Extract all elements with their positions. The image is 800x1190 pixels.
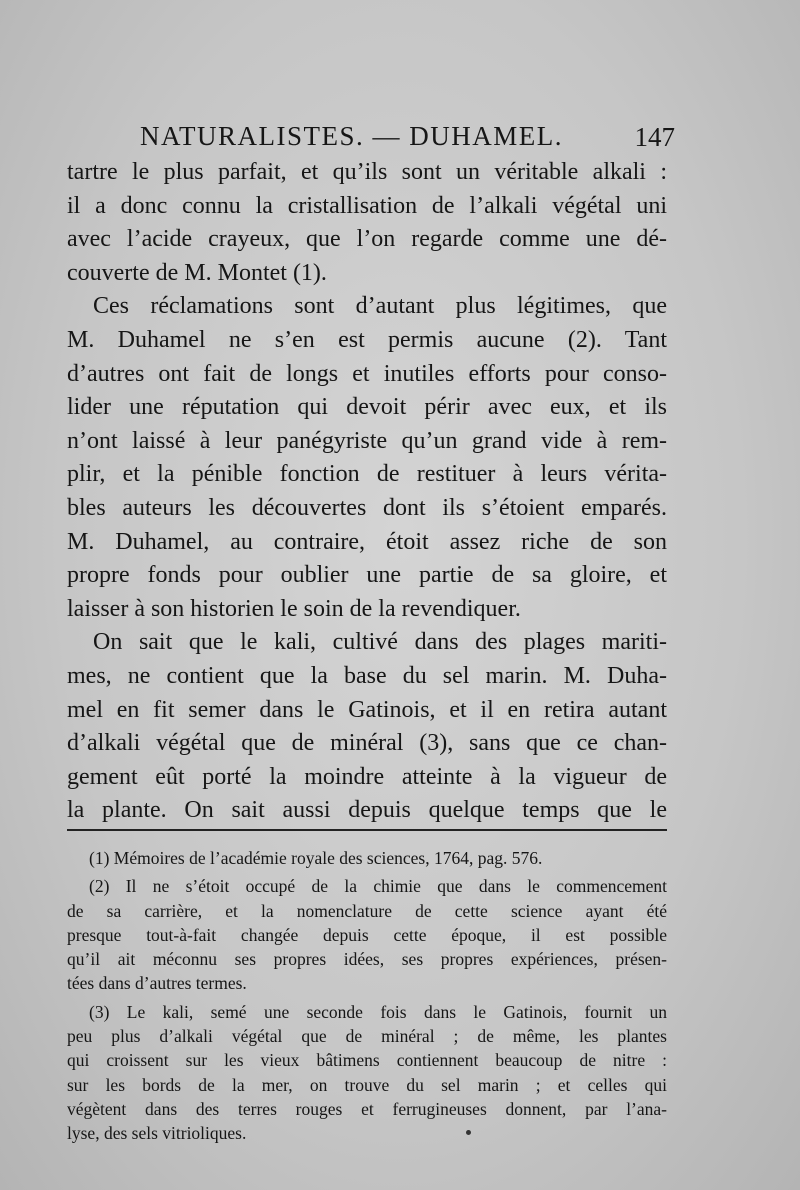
text-line: On sait que le kali, cultivé dans des plages mariti- <box>93 629 667 656</box>
footnote-3-line: qui croissent sur les vieux bâtimens contiennent beaucoup de nitre : <box>67 1050 667 1071</box>
footnote-1-line: (1) Mémoires de l’académie royale des sciences, 1764, pag. 576. <box>89 848 543 868</box>
text-line: laisser à son historien le soin de la revendiquer. <box>67 595 521 622</box>
page-number: 147 <box>634 122 675 152</box>
footnote-2-line: de sa carrière, et la nomenclature de cette science ayant été <box>67 900 667 921</box>
footnote-2-line: presque tout-à-fait changée depuis cette époque, il est possible <box>67 924 667 945</box>
footnote-3-line: (3) Le kali, semé une seconde fois dans le Gatinois, fournit un <box>89 1001 667 1022</box>
text-line: d’autres ont fait de longs et inutiles efforts pour conso- <box>67 360 667 387</box>
text-line: bles auteurs les découvertes dont ils s’étoient emparés. <box>67 494 667 521</box>
footnote-3-line: végètent dans des terres rouges et ferrugineuses donnent, par l’ana- <box>67 1098 667 1119</box>
ink-speck <box>466 1130 471 1135</box>
text-line: plir, et la pénible fonction de restituer à leurs vérita- <box>67 461 667 488</box>
footnote-2-line: tées dans d’autres termes. <box>67 973 247 994</box>
running-title: NATURALISTES. — DUHAMEL. <box>140 121 563 151</box>
footnotes <box>67 846 667 1146</box>
text-line: d’alkali végétal que de minéral (3), sans que ce chan- <box>67 730 667 757</box>
text-line: avec l’acide crayeux, que l’on regarde comme une dé- <box>67 226 667 253</box>
footnote-rule <box>67 829 667 831</box>
text-line: la plante. On sait aussi depuis quelque temps que le <box>67 797 667 824</box>
footnote-3-line: sur les bords de la mer, on trouve du sel marin ; et celles qui <box>67 1074 667 1095</box>
text-line: M. Duhamel, au contraire, étoit assez riche de son <box>67 528 667 555</box>
footnote-3-line: lyse, des sels vitrioliques. <box>67 1123 247 1144</box>
text-line: tartre le plus parfait, et qu’ils sont un véritable alkali : <box>67 159 667 185</box>
footnote-2-line: qu’il ait méconnu ses propres idées, ses propres expériences, présen- <box>67 949 667 970</box>
footnote-2-line: (2) Il ne s’étoit occupé de la chimie que dans le commencement <box>89 876 667 897</box>
footnote-3-line: peu plus d’alkali végétal que de minéral ; de même, les plantes <box>67 1026 667 1047</box>
text-line: Ces réclamations sont d’autant plus légitimes, que <box>93 293 667 320</box>
text-line: couverte de M. Montet (1). <box>67 259 327 286</box>
text-line: propre fonds pour oublier une partie de sa gloire, et <box>67 562 667 589</box>
text-line: M. Duhamel ne s’en est permis aucune (2). Tant <box>67 326 667 353</box>
text-line: il a donc connu la cristallisation de l’alkali végétal uni <box>67 192 667 219</box>
text-line: lider une réputation qui devoit périr avec eux, et ils <box>67 394 667 421</box>
body-text <box>67 156 667 828</box>
text-line: n’ont laissé à leur panégyriste qu’un grand vide à rem- <box>67 427 667 454</box>
text-line: mel en fit semer dans le Gatinois, et il en retira autant <box>67 696 667 723</box>
text-line: gement eût porté la moindre atteinte à la vigueur de <box>67 763 667 790</box>
page-header <box>140 121 675 161</box>
text-line: mes, ne contient que la base du sel marin. M. Duha- <box>67 662 667 689</box>
